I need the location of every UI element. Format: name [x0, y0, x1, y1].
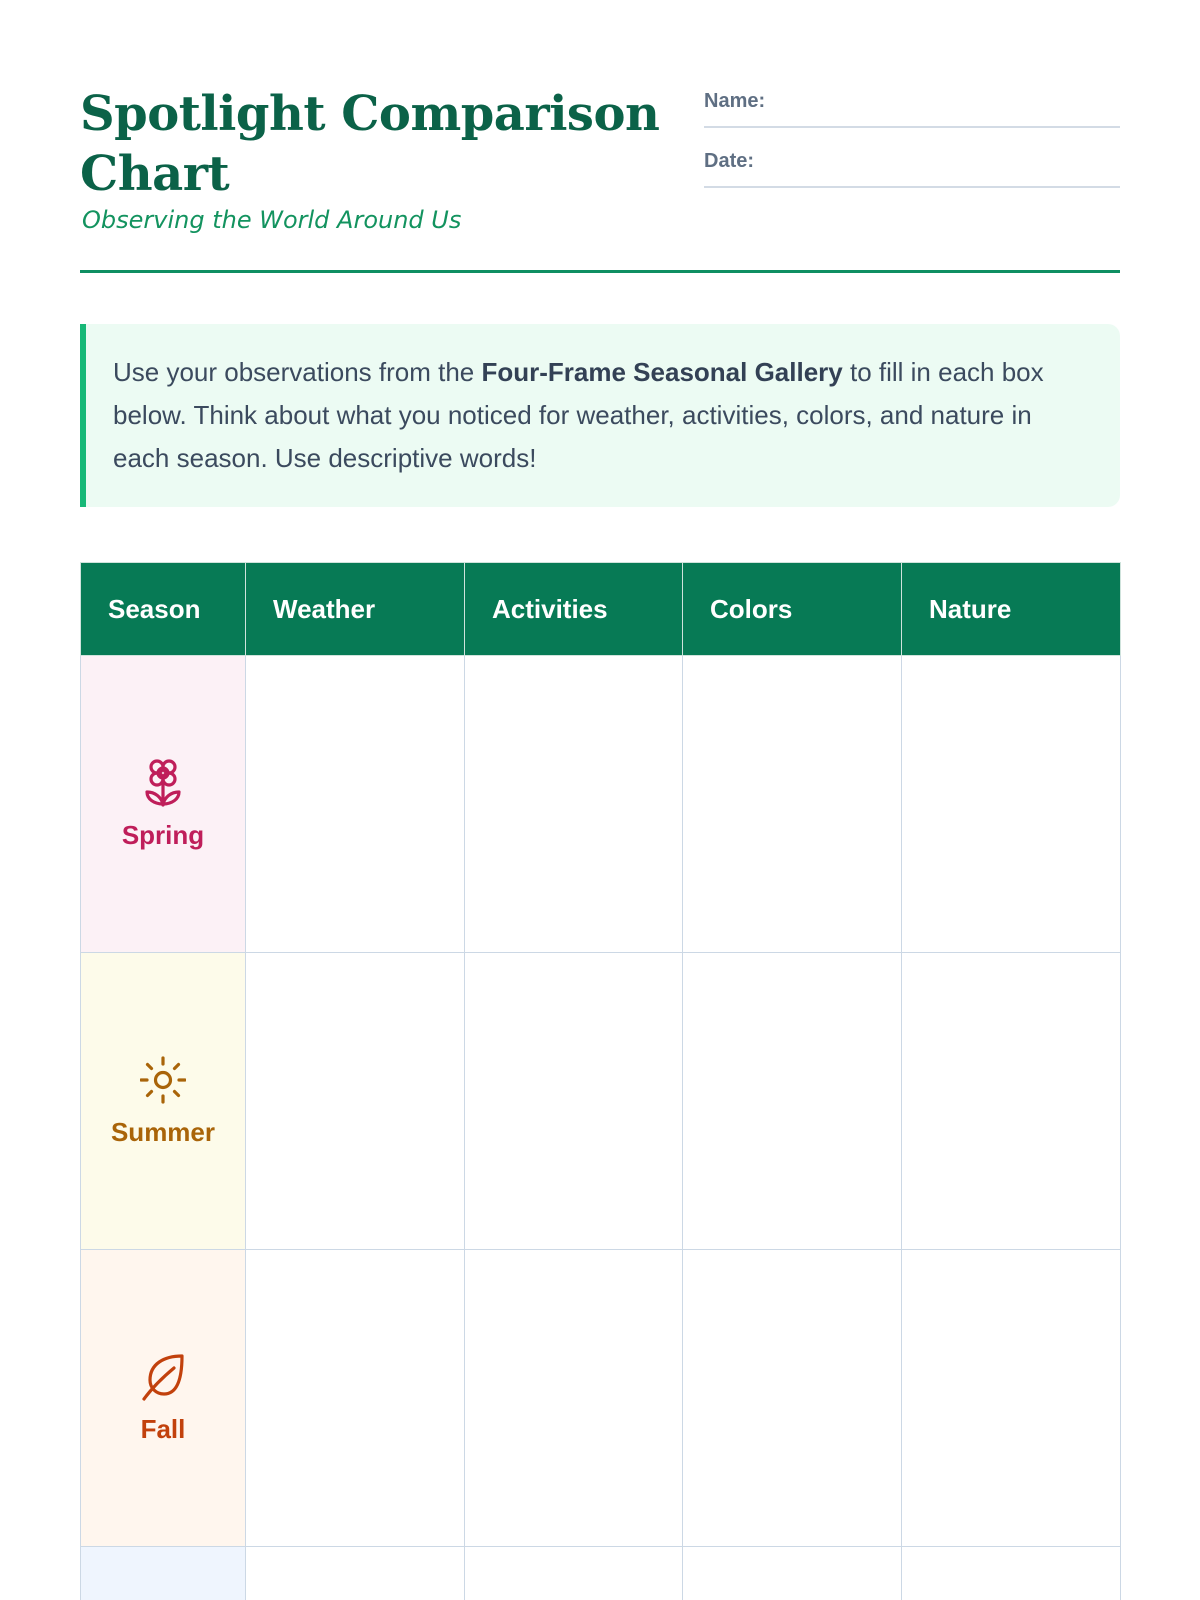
season-cell-fall: [81, 1250, 246, 1547]
colors-cell-fall[interactable]: [683, 1250, 902, 1547]
instructions-text-before: Use your observations from the: [113, 357, 482, 387]
instructions-text-after: to fill in each box below. Think about what you noticed for weather, activities, colors, and nature in each season. Use descriptive words!: [113, 357, 1044, 473]
table-row-summer: [81, 953, 1121, 1250]
nature-cell-winter[interactable]: [902, 1547, 1121, 1600]
date-line: [704, 186, 1120, 188]
season-cell-spring: [81, 656, 246, 953]
date-field[interactable]: [704, 146, 1120, 206]
activities-cell-winter[interactable]: [465, 1547, 683, 1600]
season-label-spring: Spring: [121, 819, 205, 850]
nature-cell-fall[interactable]: [902, 1250, 1121, 1547]
activities-cell-spring[interactable]: [465, 656, 683, 953]
instructions-gallery-name: Four-Frame Seasonal Gallery: [481, 357, 843, 387]
season-label-fall: Fall: [140, 1413, 186, 1444]
nature-cell-summer[interactable]: [902, 953, 1121, 1250]
table-row-fall: [81, 1250, 1121, 1547]
table-row-winter: [81, 1547, 1121, 1600]
name-field[interactable]: [704, 86, 1120, 146]
comparison-table: [80, 562, 1121, 1600]
column-header-activities: Activities: [465, 563, 683, 656]
sun-icon: [140, 1055, 186, 1105]
column-header-season: Season: [81, 563, 246, 656]
colors-cell-summer[interactable]: [683, 953, 902, 1250]
season-label-summer: Summer: [110, 1116, 216, 1147]
season-cell-winter: [81, 1547, 246, 1600]
colors-cell-spring[interactable]: [683, 656, 902, 953]
nature-cell-spring[interactable]: [902, 656, 1121, 953]
colors-cell-winter[interactable]: [683, 1547, 902, 1600]
column-header-nature: Nature: [902, 563, 1121, 656]
flower-icon: [140, 758, 186, 808]
column-header-weather: Weather: [246, 563, 465, 656]
activities-cell-summer[interactable]: [465, 953, 683, 1250]
column-header-colors: Colors: [683, 563, 902, 656]
weather-cell-spring[interactable]: [246, 656, 465, 953]
season-cell-summer: [81, 953, 246, 1250]
instructions-box: [80, 324, 1120, 507]
page-subtitle: Observing the World Around Us: [82, 206, 462, 234]
page-title: Spotlight Comparison Chart: [80, 86, 660, 202]
table-row-spring: [81, 656, 1121, 953]
name-label: Name:: [704, 90, 766, 112]
worksheet-header: [80, 80, 1120, 273]
leaf-icon: [140, 1352, 186, 1402]
weather-cell-fall[interactable]: [246, 1250, 465, 1547]
name-line: [704, 126, 1120, 128]
weather-cell-winter[interactable]: [246, 1547, 465, 1600]
date-label: Date:: [704, 150, 755, 172]
weather-cell-summer[interactable]: [246, 953, 465, 1250]
student-info: [704, 86, 1120, 206]
table-header-row: [81, 563, 1121, 656]
activities-cell-fall[interactable]: [465, 1250, 683, 1547]
